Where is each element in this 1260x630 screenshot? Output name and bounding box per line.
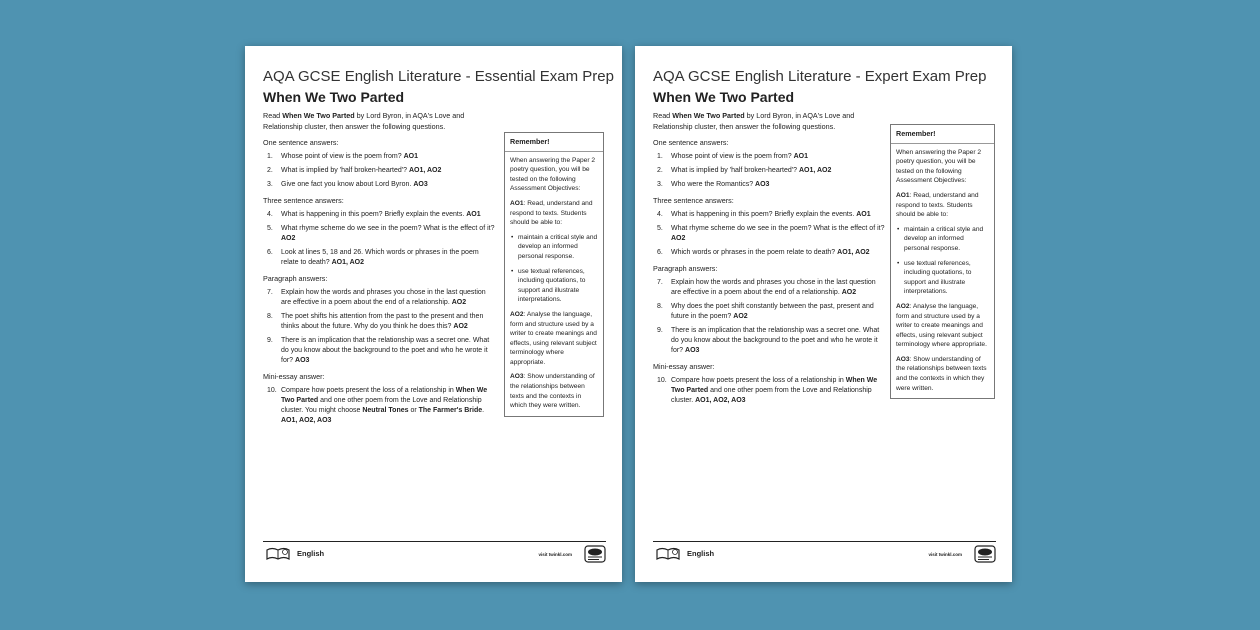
question-item: 9. There is an implication that the relationship was a secret one. What do you know about the background to the poet and who he wrote it for? AO3 [267,337,490,364]
question-item: 4. What is happening in this poem? Briefly explain the events. AO1 [657,211,871,218]
section-heading-three-sentence: Three sentence answers: [653,196,734,205]
remember-intro: When answering the Paper 2 poetry question, you will be tested on the following Assessment Objectives: [510,156,596,193]
poem-title: When We Two Parted [263,89,405,105]
worksheet-title: AQA GCSE English Literature - Essential Exam Prep [263,68,614,85]
section-heading-paragraph: Paragraph answers: [653,264,718,273]
remember-heading: Remember! [505,133,603,152]
section-heading-one-sentence: One sentence answers: [653,138,729,147]
intro-text: Read When We Two Parted by Lord Byron, in AQA's Love and Relationship cluster, then answer the following questions. [263,111,465,131]
open-book-icon [655,547,681,561]
bullet-item: • use textual references, including quotations, to support and illustrate interpretations. [518,267,598,305]
worksheet-expert [635,46,1012,582]
question-item: 3. Give one fact you know about Lord Byron. AO3 [267,181,428,188]
question-item: 4. What is happening in this poem? Briefly explain the events. AO1 [267,211,481,218]
question-item: 6. Which words or phrases in the poem relate to death? AO1, AO2 [657,249,870,256]
remember-box [890,124,995,399]
question-item: 8. The poet shifts his attention from the past to the present and then thinks about the future. Why do you think he does this? AO2 [267,313,484,330]
poem-title: When We Two Parted [653,89,795,105]
question-item: 5. What rhyme scheme do we see in the poem? What is the effect of it? AO2 [657,225,885,242]
section-heading-paragraph: Paragraph answers: [263,274,328,283]
footer-url: visit twinkl.com [538,552,572,557]
worksheet-footer [653,541,996,566]
footer-subject: English [687,549,715,558]
ao2-description: AO2: Analyse the language, form and structure used by a writer to create meanings and effects, using relevant subject terminology where appropriate. [510,310,597,366]
question-item: 1. Whose point of view is the poem from? AO1 [267,153,418,160]
ao3-description: AO3: Show understanding of the relationships between texts and the contexts in which they were written. [510,373,595,410]
question-item: 5. What rhyme scheme do we see in the poem? What is the effect of it? AO2 [267,225,495,242]
remember-box [504,132,604,417]
question-item: 8. Why does the poet shift constantly between the past, present and future in the poem? AO2 [657,303,874,320]
footer-subject: English [297,549,325,558]
worksheet-essential [245,46,622,582]
footer-url: visit twinkl.com [928,552,962,557]
remember-heading: Remember! [891,125,994,144]
question-item: 2. What is implied by 'half broken-hearted'? AO1, AO2 [657,167,832,174]
ao1-bullets [896,225,989,297]
question-item: 1. Whose point of view is the poem from? AO1 [657,153,808,160]
ao1-description: AO1: Read, understand and respond to texts. Students should be able to: [510,199,593,227]
ao3-description: AO3: Show understanding of the relationships between texts and the contexts in which they were written. [896,355,987,392]
remember-intro: When answering the Paper 2 poetry question, you will be tested on the following Assessment Objectives: [896,148,982,185]
bullet-item: • use textual references, including quotations, to support and illustrate interpretations. [904,259,989,297]
ao1-bullets [510,233,598,305]
ao1-description: AO1: Read, understand and respond to texts. Students should be able to: [896,191,979,219]
question-item: 2. What is implied by 'half broken-hearted'? AO1, AO2 [267,167,442,174]
question-item: 6. Look at lines 5, 18 and 26. Which words or phrases in the poem relate to death? AO1, AO2 [267,249,479,266]
worksheet-title: AQA GCSE English Literature - Expert Exam Prep [653,68,987,85]
twinkl-logo-icon [974,545,996,563]
question-item: 10. Compare how poets present the loss of a relationship in When We Two Parted and one other poem from the Love and Relationship cluster. AO1, AO2, AO3 [657,377,878,404]
intro-text: Read When We Two Parted by Lord Byron, in AQA's Love and Relationship cluster, then answer the following questions. [653,111,855,131]
bullet-item: • maintain a critical style and develop an informed personal response. [518,233,598,262]
section-heading-mini-essay: Mini-essay answer: [263,372,325,381]
open-book-icon [265,547,291,561]
question-item: 3. Who were the Romantics? AO3 [657,181,770,188]
twinkl-logo-icon [584,545,606,563]
question-item: 9. There is an implication that the relationship was a secret one. What do you know about the background to the poet and who he wrote it for? AO3 [657,327,880,354]
section-heading-mini-essay: Mini-essay answer: [653,362,715,371]
section-heading-one-sentence: One sentence answers: [263,138,339,147]
ao2-description: AO2: Analyse the language, form and structure used by a writer to create meanings and effects, using relevant subject terminology where appropriate. [896,302,987,349]
bullet-item: • maintain a critical style and develop an informed personal response. [904,225,989,254]
section-heading-three-sentence: Three sentence answers: [263,196,344,205]
question-item: 10. Compare how poets present the loss of a relationship in When We Two Parted and one other poem from the Love and Relationship cluster. You might choose Neutral Tones or The Farmer's Bride. AO1, AO2, AO3 [267,387,488,424]
question-item: 7. Explain how the words and phrases you chose in the last question are effective in a poem about the end of a relationship. AO2 [267,289,486,306]
question-item: 7. Explain how the words and phrases you chose in the last question are effective in a poem about the end of a relationship. AO2 [657,279,876,296]
worksheet-footer [263,541,606,566]
